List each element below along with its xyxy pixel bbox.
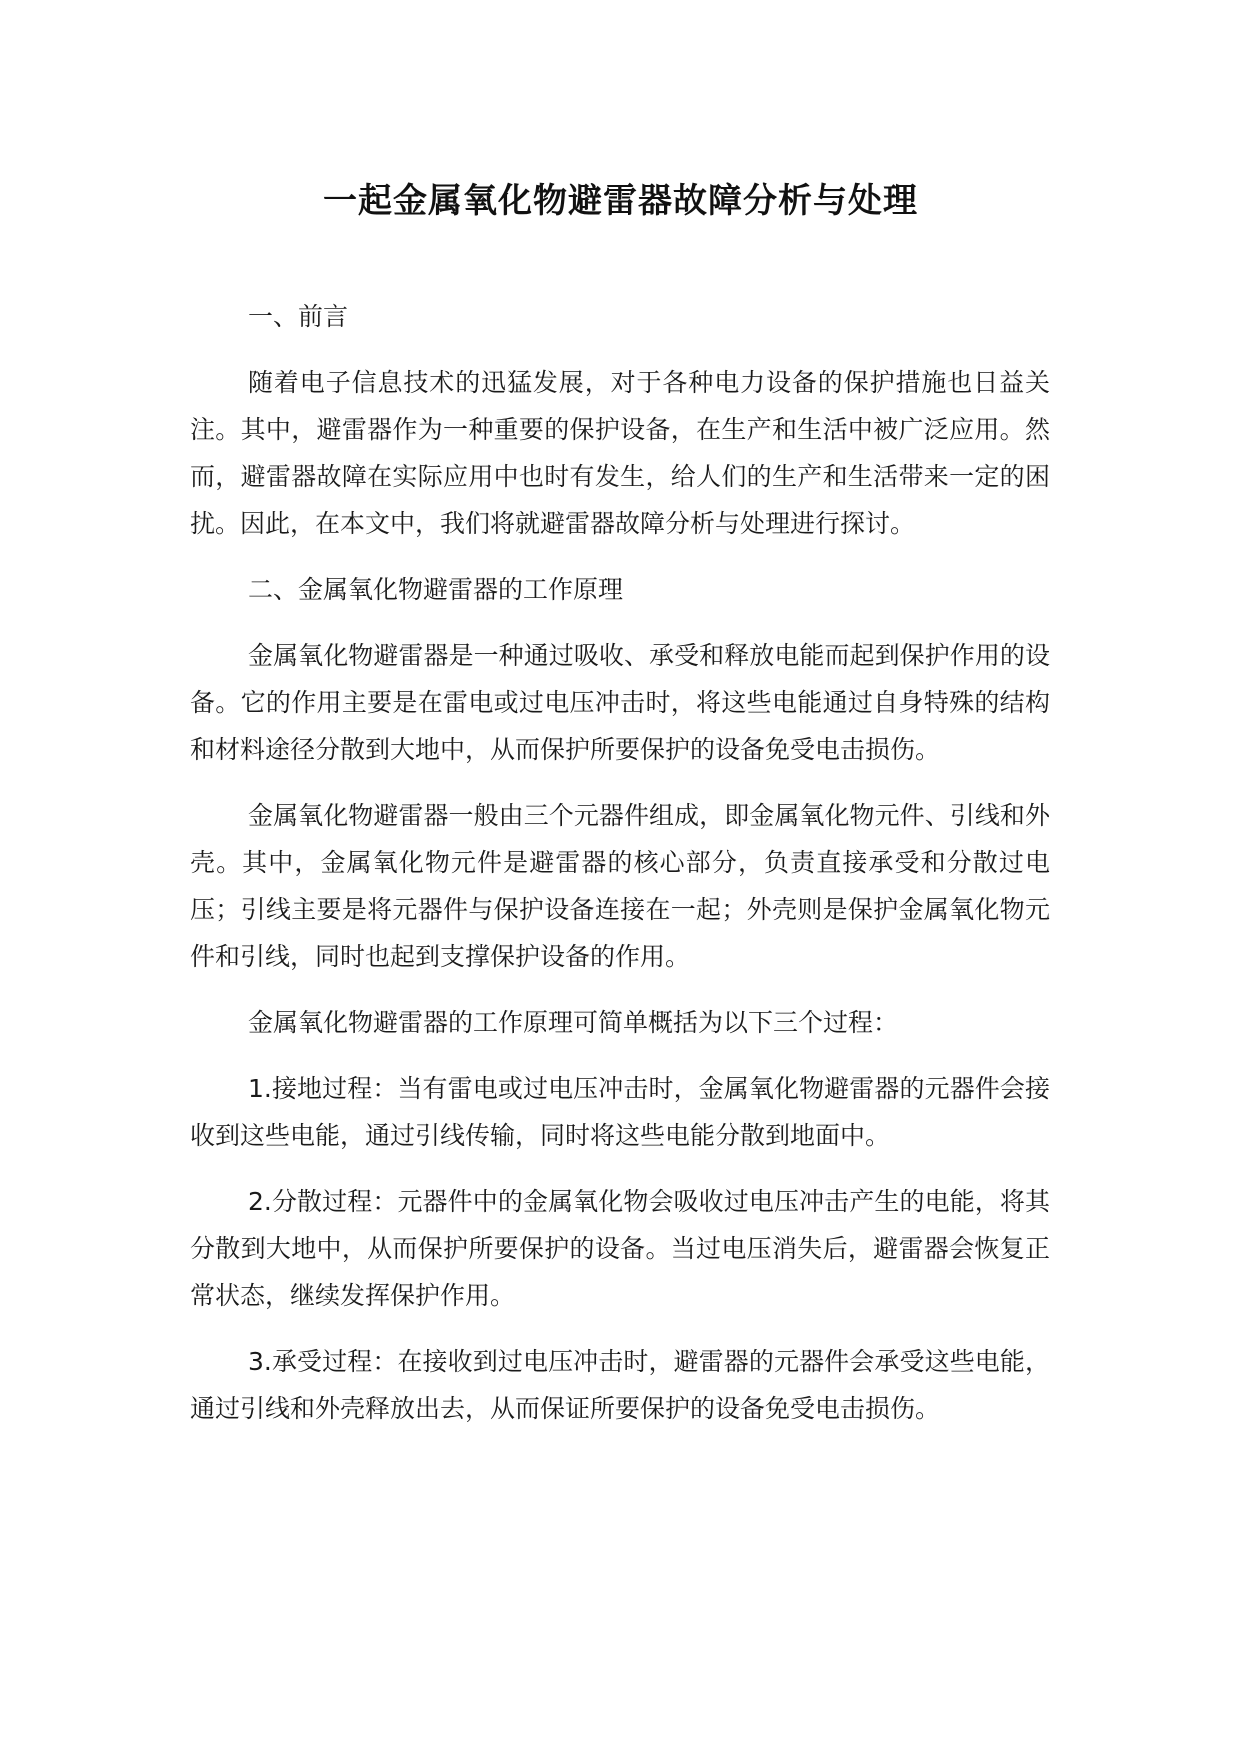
paragraph-preface: 随着电子信息技术的迅猛发展，对于各种电力设备的保护措施也日益关注。其中，避雷器作为一种重要的保护设备，在生产和生活中被广泛应用。然而，避雷器故障在实际应用中也时有发生，给人们的生产和生活带来一定的困扰。因此，在本文中，我们将就避雷器故障分析与处理进行探讨。 bbox=[190, 368, 1050, 538]
paragraph-withstand-process: 3.承受过程：在接收到过电压冲击时，避雷器的元器件会承受这些电能，通过引线和外壳释放出去，从而保证所要保护的设备免受电击损伤。 bbox=[190, 1347, 1050, 1423]
paragraph-components: 金属氧化物避雷器一般由三个元器件组成，即金属氧化物元件、引线和外壳。其中，金属氧化物元件是避雷器的核心部分，负责直接承受和分散过电压；引线主要是将元器件与保护设备连接在一起；外壳则是保护金属氧化物元件和引线，同时也起到支撑保护设备的作用。 bbox=[190, 801, 1050, 971]
section-heading-preface: 一、前言 bbox=[248, 302, 349, 331]
document-title: 一起金属氧化物避雷器故障分析与处理 bbox=[323, 181, 918, 221]
paragraph-definition: 金属氧化物避雷器是一种通过吸收、承受和释放电能而起到保护作用的设备。它的作用主要是在雷电或过电压冲击时，将这些电能通过自身特殊的结构和材料途径分散到大地中，从而保护所要保护的设备免受电击损伤。 bbox=[190, 641, 1050, 764]
paragraph-grounding-process: 1.接地过程：当有雷电或过电压冲击时，金属氧化物避雷器的元器件会接收到这些电能，通过引线传输，同时将这些电能分散到地面中。 bbox=[190, 1074, 1050, 1150]
paragraph-process-summary: 金属氧化物避雷器的工作原理可简单概括为以下三个过程： bbox=[248, 1008, 899, 1037]
section-heading-working-principle: 二、金属氧化物避雷器的工作原理 bbox=[248, 575, 624, 604]
paragraph-dispersion-process: 2.分散过程：元器件中的金属氧化物会吸收过电压冲击产生的电能，将其分散到大地中，从而保护所要保护的设备。当过电压消失后，避雷器会恢复正常状态，继续发挥保护作用。 bbox=[190, 1187, 1050, 1310]
document-body bbox=[190, 293, 1050, 1451]
